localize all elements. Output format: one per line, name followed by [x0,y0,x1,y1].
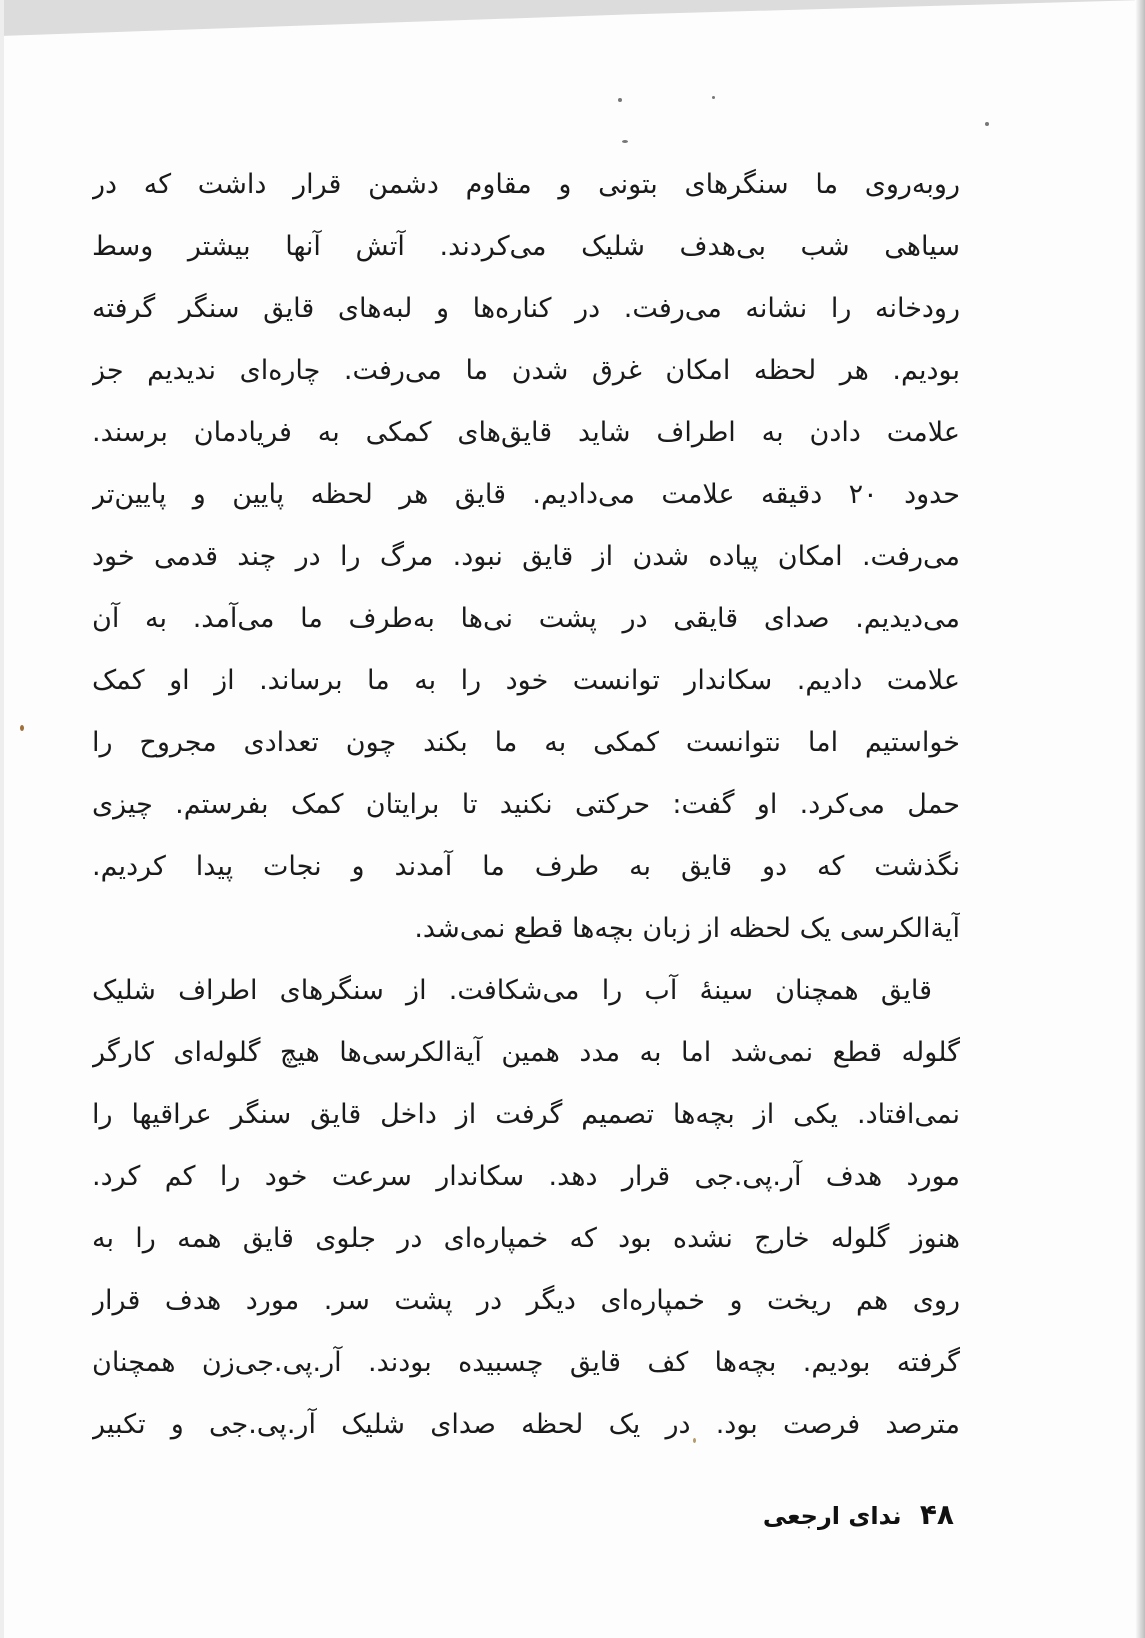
text-line: بودیم. هر لحظه امکان غرق شدن ما می‌رفت. چاره‌ای ندیدیم جز [92,355,960,386]
body-text [92,154,960,1456]
text-line: قایق همچنان سینهٔ آب را می‌شکافت. از سنگرهای اطراف شلیک [92,975,932,1006]
dust-speck [618,98,622,102]
text-line: نمی‌افتاد. یکی از بچه‌ها تصمیم گرفت از داخل قایق سنگر عراقیها را [92,1099,960,1130]
scan-top-edge-shadow [0,0,1145,36]
text-line: می‌رفت. امکان پیاده شدن از قایق نبود. مرگ را در چند قدمی خود [92,541,960,572]
text-line: حمل می‌کرد. او گفت: حرکتی نکنید تا برایتان کمک بفرستم. چیزی [92,789,960,820]
dust-speck [622,140,628,143]
scan-right-edge-shadow [1135,0,1145,1638]
book-title: ندای ارجعی [762,1502,902,1530]
dust-speck [712,96,715,99]
text-line: سیاهی شب بی‌هدف شلیک می‌کردند. آتش آنها بیشتر وسط [92,231,960,262]
text-line: هنوز گلوله خارج نشده بود که خمپاره‌ای در جلوی قایق همه را به [92,1223,960,1254]
paragraph [92,154,960,960]
page-number: ۴۸ [919,1498,954,1531]
text-line: خواستیم اما نتوانست کمکی به ما بکند چون تعدادی مجروح را [92,727,960,758]
page-footer [700,1498,954,1531]
paragraph [92,960,960,1456]
text-line: مورد هدف آر.پی.جی قرار دهد. سکاندار سرعت خود را کم کرد. [92,1161,960,1192]
dust-speck [20,725,24,731]
text-line: علامت دادن به اطراف شاید قایق‌های کمکی به فریادمان برسند. [92,417,960,448]
text-line: می‌دیدیم. صدای قایقی در پشت نی‌ها به‌طرف ما می‌آمد. به آن [92,603,960,634]
text-line: آیة‌الکرسی یک لحظه از زبان بچه‌ها قطع نمی‌شد. [414,913,960,944]
text-line: گرفته بودیم. بچه‌ها کف قایق چسبیده بودند. آر.پی.جی‌زن همچنان [92,1347,960,1378]
text-line: مترصد فرصت بود. در یک لحظه صدای شلیک آر.پی.جی و تکبیر [92,1409,960,1440]
text-line: نگذشت که دو قایق به طرف ما آمدند و نجات پیدا کردیم. [92,851,960,882]
text-line: علامت دادیم. سکاندار توانست خود را به ما برساند. از او کمک [92,665,960,696]
scan-left-edge [0,0,4,1638]
dust-speck [985,122,989,126]
text-line: روی هم ریخت و خمپاره‌ای دیگر در پشت سر. مورد هدف قرار [92,1285,960,1316]
text-line: رودخانه را نشانه می‌رفت. در کناره‌ها و لبه‌های قایق سنگر گرفته [92,293,960,324]
text-line: روبه‌روی ما سنگرهای بتونی و مقاوم دشمن قرار داشت که در [92,169,960,200]
text-line: گلوله قطع نمی‌شد اما به مدد همین آیة‌الکرسی‌ها هیچ گلوله‌ای کارگر [92,1037,960,1068]
text-line: حدود ۲۰ دقیقه علامت می‌دادیم. قایق هر لحظه پایین و پایین‌تر [92,479,960,510]
